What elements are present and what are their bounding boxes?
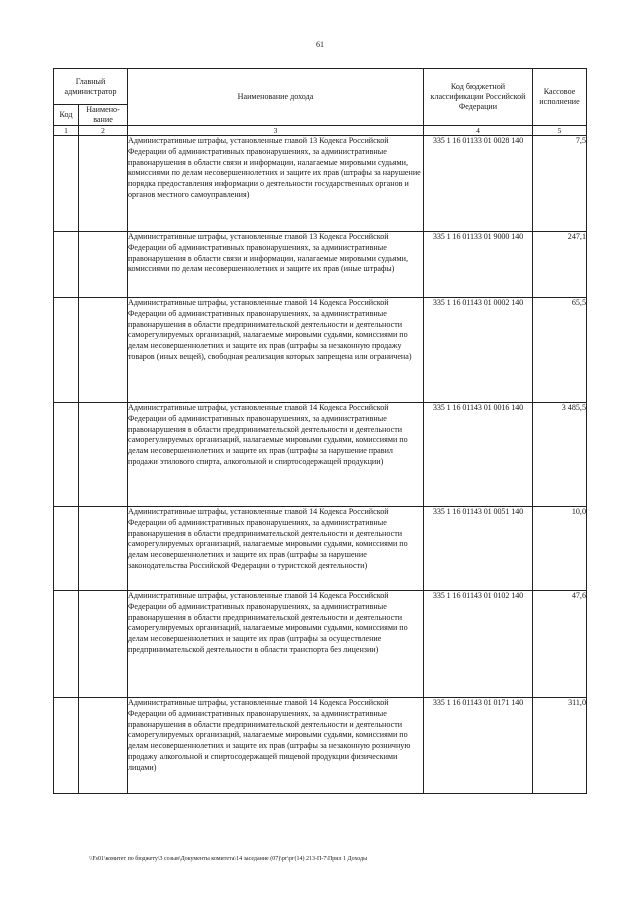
cell-code-empty xyxy=(54,298,79,403)
income-name-cell: Административные штрафы, установленные главой 14 Кодекса Российской Федерации об административных правонарушениях, за административные правонарушения в области предпринимательской деятельности и деятельности саморегулируемых организаций, налагаемые мировыми судьями, комиссиями по делам несовершеннолетних и защите их прав (штрафы за незаконную розничную продажу алкогольной и спиртосодержащей пищевой продукции физическими лицами) xyxy=(128,698,424,794)
budget-code-cell: 335 1 16 01143 01 0016 140 xyxy=(424,403,533,507)
header-budget-code: Код бюджетной классификации Российской Федерации xyxy=(424,69,533,126)
column-number: 1 xyxy=(54,126,79,136)
income-name-cell: Административные штрафы, установленные главой 14 Кодекса Российской Федерации об административных правонарушениях, за административные правонарушения в области предпринимательской деятельности и деятельности саморегулируемых организаций, налагаемые мировыми судьями, комиссиями по делам несовершеннолетних и защите их прав (штрафы за незаконную продажу товаров (иных вещей), свободная реализация которых запрещена или ограничена) xyxy=(128,298,424,403)
header-main-admin: Главный администратор xyxy=(54,69,128,105)
table-row xyxy=(54,298,587,403)
cell-code-empty xyxy=(54,136,79,232)
income-name-cell: Административные штрафы, установленные главой 14 Кодекса Российской Федерации об административных правонарушениях, за административные правонарушения в области предпринимательской деятельности и деятельности саморегулируемых организаций, налагаемые мировыми судьями, комиссиями по делам несовершеннолетних и защите их прав (штрафы за нарушение законодательства Российской Федерации о туристской деятельности) xyxy=(128,507,424,591)
column-number: 4 xyxy=(424,126,533,136)
header-income-name: Наименование дохода xyxy=(128,69,424,126)
column-number: 5 xyxy=(533,126,587,136)
income-name-cell: Административные штрафы, установленные главой 14 Кодекса Российской Федерации об административных правонарушениях, за административные правонарушения в области предпринимательской деятельности и деятельности саморегулируемых организаций, налагаемые мировыми судьями, комиссиями по делам несовершеннолетних и защите их прав (штрафы за нарушение правил продажи этилового спирта, алкогольной и спиртосодержащей продукции) xyxy=(128,403,424,507)
cell-code-empty xyxy=(54,403,79,507)
cell-name-short-empty xyxy=(79,403,128,507)
table-row xyxy=(54,232,587,298)
amount-cell: 65,5 xyxy=(533,298,587,403)
header-code: Код xyxy=(54,105,79,126)
cell-name-short-empty xyxy=(79,136,128,232)
column-number: 3 xyxy=(128,126,424,136)
footer-file-path: \\Fs01\комитет по бюджету\3 созыв\Документы комитета\14 заседание (07)\рг\рг(14) 213-П-7\Прил 1 Доходы xyxy=(89,856,368,862)
cell-code-empty xyxy=(54,698,79,794)
cell-name-short-empty xyxy=(79,232,128,298)
budget-code-cell: 335 1 16 01143 01 0002 140 xyxy=(424,298,533,403)
column-number: 2 xyxy=(79,126,128,136)
table-row xyxy=(54,136,587,232)
budget-code-cell: 335 1 16 01143 01 0171 140 xyxy=(424,698,533,794)
budget-code-cell: 335 1 16 01133 01 0028 140 xyxy=(424,136,533,232)
column-numbers-row xyxy=(54,126,587,136)
amount-cell: 10,0 xyxy=(533,507,587,591)
page-number: 61 xyxy=(316,40,324,49)
cell-name-short-empty xyxy=(79,591,128,698)
income-name-cell: Административные штрафы, установленные главой 14 Кодекса Российской Федерации об административных правонарушениях, за административные правонарушения в области предпринимательской деятельности и деятельности саморегулируемых организаций, налагаемые мировыми судьями, комиссиями по делам несовершеннолетних и защите их прав (штрафы за осуществление предпринимательской деятельности в области транспорта без лицензии) xyxy=(128,591,424,698)
budget-code-cell: 335 1 16 01143 01 0051 140 xyxy=(424,507,533,591)
header-name-short: Наимено-вание xyxy=(79,105,128,126)
cell-code-empty xyxy=(54,232,79,298)
table-row xyxy=(54,507,587,591)
amount-cell: 247,1 xyxy=(533,232,587,298)
table-row xyxy=(54,698,587,794)
table-row xyxy=(54,403,587,507)
revenue-table xyxy=(53,68,587,794)
cell-name-short-empty xyxy=(79,507,128,591)
header-cash-execution: Кассовое исполнение xyxy=(533,69,587,126)
amount-cell: 311,0 xyxy=(533,698,587,794)
budget-code-cell: 335 1 16 01143 01 0102 140 xyxy=(424,591,533,698)
budget-code-cell: 335 1 16 01133 01 9000 140 xyxy=(424,232,533,298)
amount-cell: 3 485,5 xyxy=(533,403,587,507)
cell-code-empty xyxy=(54,591,79,698)
table-row xyxy=(54,591,587,698)
cell-code-empty xyxy=(54,507,79,591)
amount-cell: 7,5 xyxy=(533,136,587,232)
income-name-cell: Административные штрафы, установленные главой 13 Кодекса Российской Федерации об административных правонарушениях, за административные правонарушения в области связи и информации, налагаемые мировыми судьями, комиссиями по делам несовершеннолетних и защите их прав (иные штрафы) xyxy=(128,232,424,298)
cell-name-short-empty xyxy=(79,298,128,403)
amount-cell: 47,6 xyxy=(533,591,587,698)
cell-name-short-empty xyxy=(79,698,128,794)
income-name-cell: Административные штрафы, установленные главой 13 Кодекса Российской Федерации об административных правонарушениях, за административные правонарушения в области связи и информации, налагаемые мировыми судьями, комиссиями по делам несовершеннолетних и защите их прав (штрафы за нарушение порядка предоставления информации о деятельности государственных органов и органов местного самоуправления) xyxy=(128,136,424,232)
